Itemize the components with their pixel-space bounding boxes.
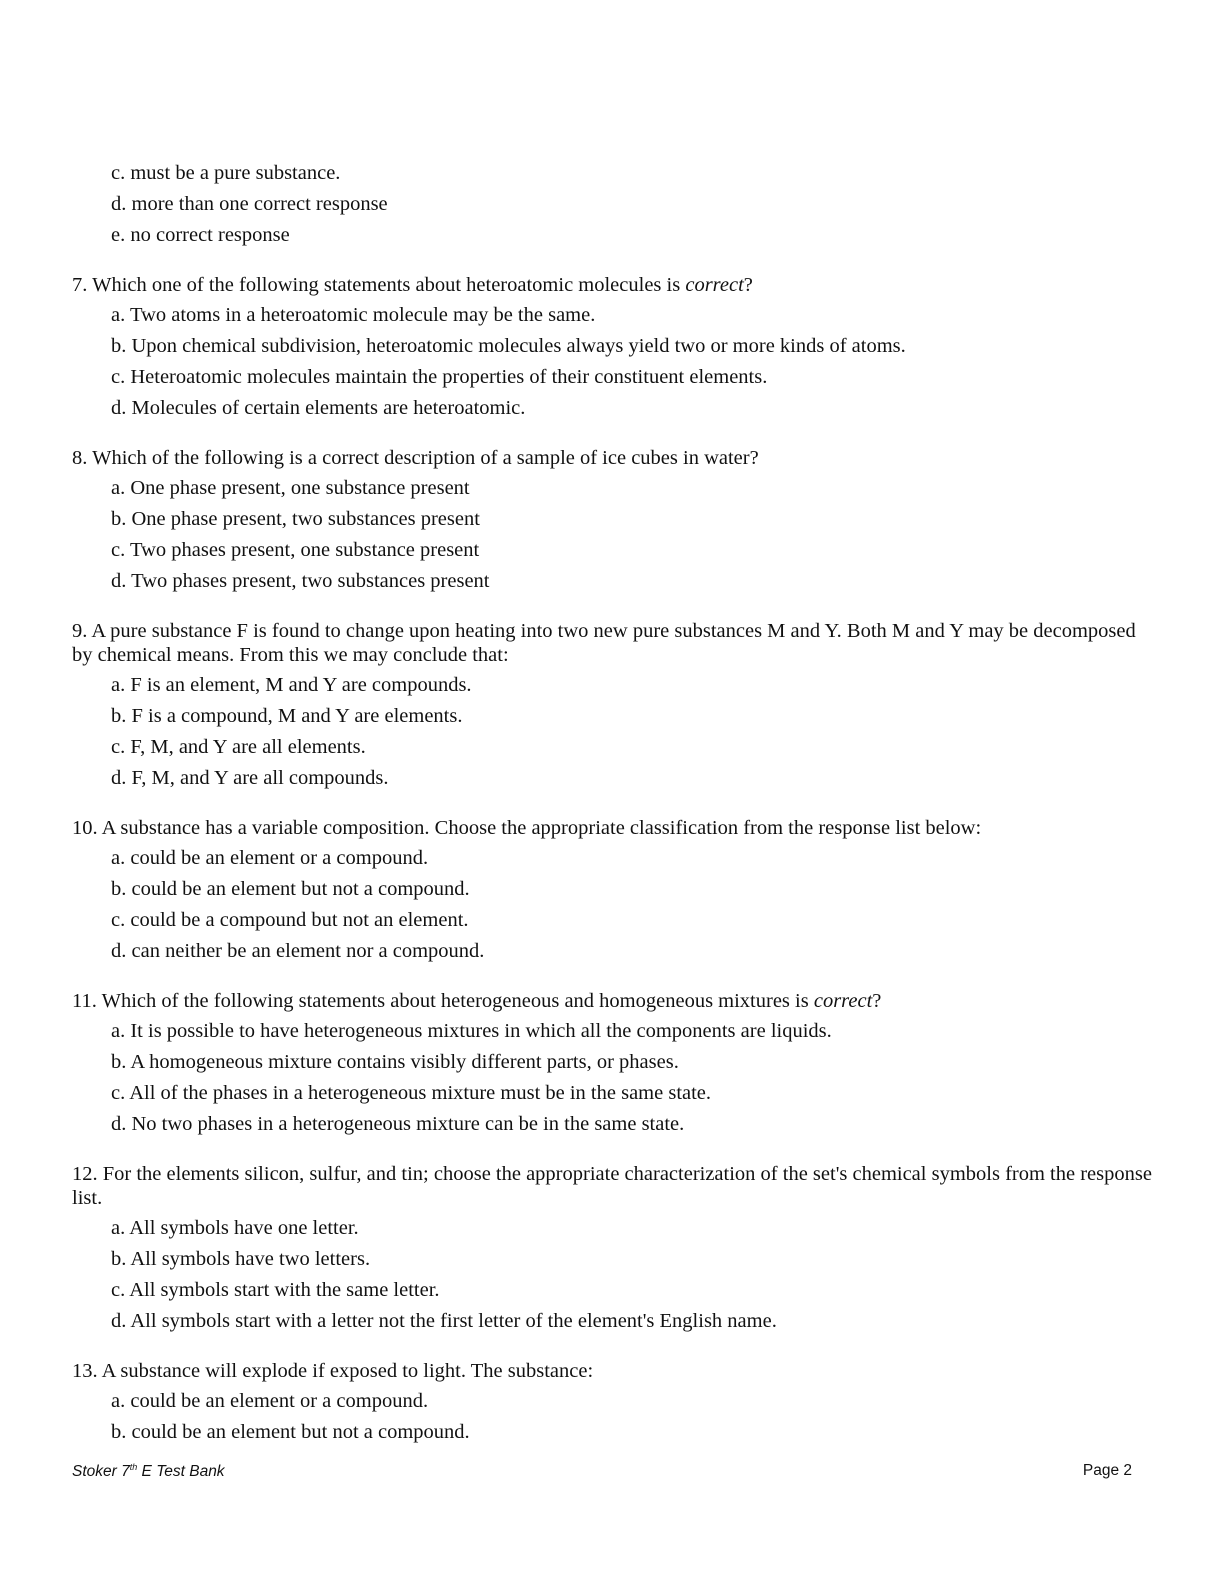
- question-11: [72, 989, 1152, 1140]
- answer-option: d. F, M, and Y are all compounds.: [111, 767, 389, 789]
- footer-title-superscript: th: [129, 1462, 138, 1472]
- answer-option: c. All symbols start with the same letter.: [111, 1279, 440, 1301]
- answer-option: a. could be an element or a compound.: [111, 1390, 429, 1412]
- answer-option: d. can neither be an element nor a compound.: [111, 940, 485, 962]
- footer-book-title: [72, 1462, 225, 1481]
- stem-text: ?: [743, 274, 753, 296]
- page-number: Page 2: [1082, 1462, 1132, 1479]
- answer-option: b. A homogeneous mixture contains visibly different parts, or phases.: [111, 1051, 679, 1073]
- question-stem: 8. Which of the following is a correct description of a sample of ice cubes in water?: [72, 447, 759, 469]
- answer-option: b. All symbols have two letters.: [111, 1248, 371, 1270]
- stem-text: ?: [872, 990, 882, 1012]
- question-stem: 9. A pure substance F is found to change upon heating into two new pure substances M and Y. Both M and Y may be decomposed by chemical means. From this we may conclude that:: [72, 620, 1136, 666]
- answer-option: a. Two atoms in a heteroatomic molecule may be the same.: [111, 304, 596, 326]
- answer-option: a. It is possible to have heterogeneous mixtures in which all the components are liquids.: [111, 1020, 832, 1042]
- question-7: [72, 273, 1152, 424]
- answer-option: b. could be an element but not a compound.: [111, 1421, 470, 1443]
- carryover-options: [72, 158, 1152, 251]
- answer-option: b. F is a compound, M and Y are elements.: [111, 705, 463, 727]
- answer-option: e. no correct response: [111, 224, 290, 246]
- answer-option: c. F, M, and Y are all elements.: [111, 736, 366, 758]
- answer-option: a. One phase present, one substance present: [111, 477, 470, 499]
- answer-option: a. could be an element or a compound.: [111, 847, 429, 869]
- answer-option: a. All symbols have one letter.: [111, 1217, 359, 1239]
- answer-option: a. F is an element, M and Y are compounds.: [111, 674, 472, 696]
- answer-option: c. Two phases present, one substance present: [111, 539, 480, 561]
- test-content: [72, 158, 1152, 1448]
- answer-option: c. All of the phases in a heterogeneous mixture must be in the same state.: [111, 1082, 712, 1104]
- answer-option: b. One phase present, two substances present: [111, 508, 480, 530]
- answer-option: d. All symbols start with a letter not the first letter of the element's English name.: [111, 1310, 777, 1332]
- stem-text: 7. Which one of the following statements about heteroatomic molecules is: [72, 274, 686, 296]
- question-stem: 10. A substance has a variable composition. Choose the appropriate classification from the response list below:: [72, 817, 982, 839]
- footer-title-suffix: E Test Bank: [137, 1463, 225, 1481]
- stem-text: 11. Which of the following statements about heterogeneous and homogeneous mixtures is: [72, 990, 814, 1012]
- answer-option: c. could be a compound but not an element.: [111, 909, 469, 931]
- stem-emphasis: correct: [813, 990, 873, 1012]
- question-8: [72, 446, 1152, 597]
- answer-option: d. No two phases in a heterogeneous mixture can be in the same state.: [111, 1113, 685, 1135]
- question-stem: [72, 989, 1152, 1013]
- footer-title-prefix: Stoker 7: [72, 1463, 130, 1481]
- question-13: [72, 1359, 1152, 1448]
- answer-option: d. Molecules of certain elements are heteroatomic.: [111, 397, 526, 419]
- question-stem: 12. For the elements silicon, sulfur, and tin; choose the appropriate characterization of the set's chemical symbols from the response list.: [72, 1163, 1152, 1209]
- answer-option: b. could be an element but not a compound.: [111, 878, 470, 900]
- question-stem: [72, 273, 1152, 297]
- answer-option: c. Heteroatomic molecules maintain the properties of their constituent elements.: [111, 366, 768, 388]
- question-stem: 13. A substance will explode if exposed to light. The substance:: [72, 1360, 594, 1382]
- question-12: [72, 1162, 1152, 1337]
- question-9: [72, 619, 1152, 794]
- question-10: [72, 816, 1152, 967]
- answer-option: b. Upon chemical subdivision, heteroatomic molecules always yield two or more kinds of atoms.: [111, 335, 906, 357]
- answer-option: d. more than one correct response: [111, 193, 388, 215]
- answer-option: d. Two phases present, two substances present: [111, 570, 490, 592]
- stem-emphasis: correct: [685, 274, 744, 296]
- answer-option: c. must be a pure substance.: [111, 162, 341, 184]
